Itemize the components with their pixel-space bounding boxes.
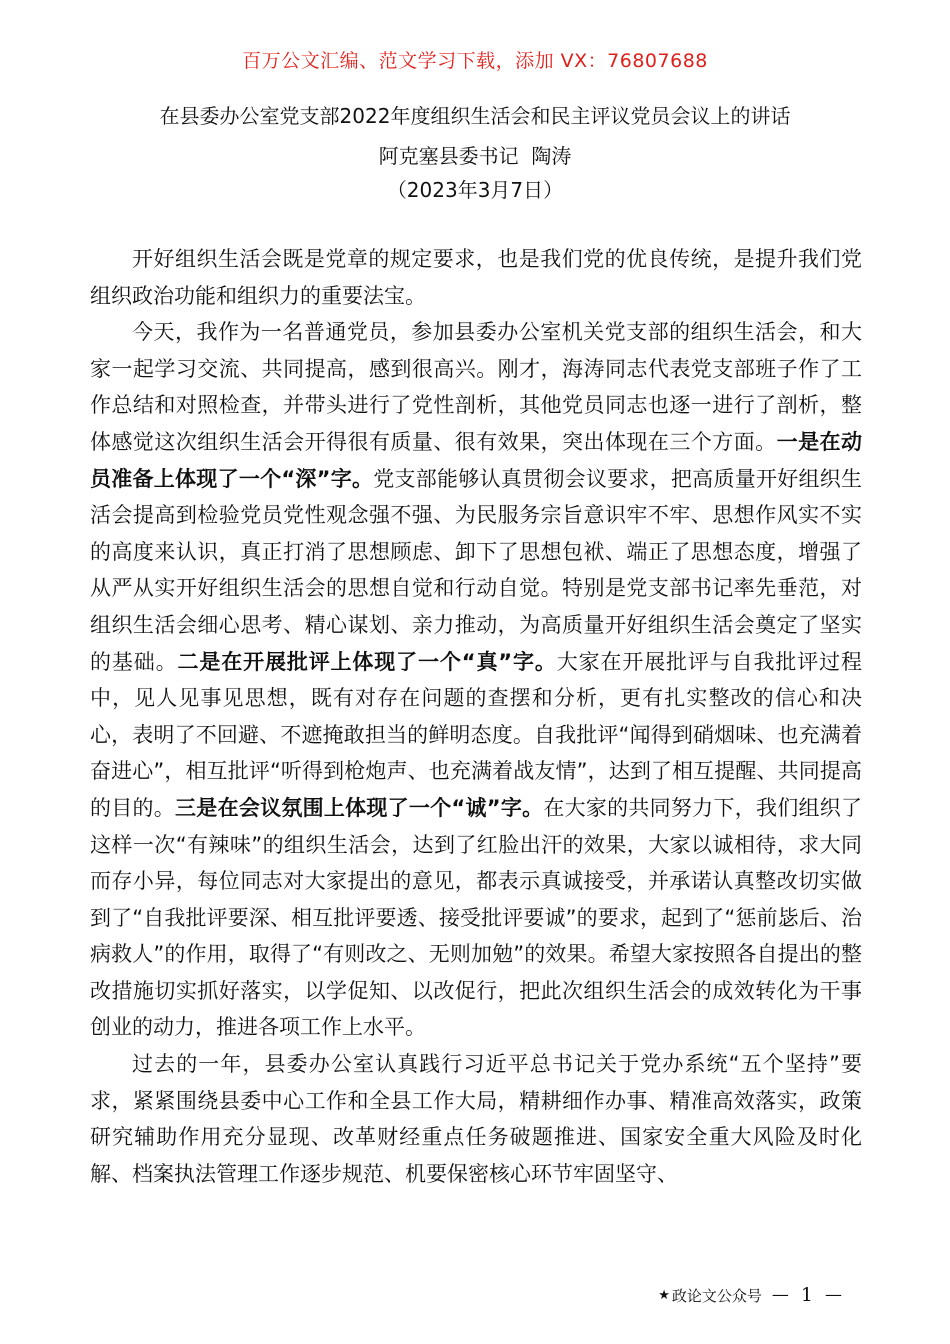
page-footer — [658, 1284, 842, 1306]
speaker-line: 阿克塞县委书记 陶涛 — [378, 144, 572, 168]
paragraph-3: 过去的一年，县委办公室认真践行习近平总书记关于党办系统“五个坚持”要求，紧紧围绕县委中心工作和全县工作大局，精耕细作办事、精准高效落实，政策研究辅助作用充分显现、改革财经重点任务破题推进、国家安全重大风险及时化解、档案执法管理工作逐步规范、机要保密核心环节牢固坚守、 — [90, 1052, 862, 1186]
point-one-heading: 一是在动员准备上体现了一个“深”字。 — [90, 429, 863, 491]
point-three-heading: 三是在会议氛围上体现了一个“诚”字。 — [175, 795, 544, 820]
page-number: 1 — [800, 1284, 813, 1306]
star-icon: ★ — [658, 1287, 670, 1303]
speech-title: 在县委办公室党支部2022年度组织生活会和民主评议党员会议上的讲话 — [159, 104, 791, 128]
paragraph-2-text-1: 今天，我作为一名普通党员，参加县委办公室机关党支部的组织生活会，和大家一起学习交流、共同提高，感到很高兴。刚才，海涛同志代表党支部班子作了工作总结和对照检查，并带头进行了党性剖析，其他党员同志也逐一进行了剖析，整体感觉这次组织生活会开得很有质量、很有效果，突出体现在三个方面。 — [90, 320, 862, 454]
promo-banner: 百万公文汇编、范文学习下载，添加 VX：76807688 — [242, 50, 708, 72]
paragraph-2 — [90, 314, 862, 1046]
paragraph-2-text-2: 党支部能够认真贯彻会议要求，把高质量开好组织生活会提高到检验党员党性观念强不强、为民服务宗旨意识牢不牢、思想作风实不实的高度来认识，真正打消了思想顾虑、卸下了思想包袱、端正了思想态度，增强了从严从实开好组织生活会的思想自觉和行动自觉。特别是党支部书记率先垂范，对组织生活会细心思考、精心谋划、亲力推动，为高质量开好组织生活会奠定了坚实的基础。 — [90, 466, 863, 674]
footer-dash-left: — — [771, 1285, 789, 1305]
footer-dash-right: — — [825, 1285, 842, 1305]
point-two-heading: 二是在开展批评上体现了一个“真”字。 — [177, 649, 557, 674]
paragraph-1: 开好组织生活会既是党章的规定要求，也是我们党的优良传统，是提升我们党组织政治功能和组织力的重要法宝。 — [90, 247, 862, 308]
paragraph-2-text-3: 大家在开展批评与自我批评过程中，见人见事见思想，既有对存在问题的查摆和分析，更有扎实整改的信心和决心，表明了不回避、不遮掩敢担当的鲜明态度。自我批评“闻得到硝烟味、也充满着奋进心”，相互批评“听得到枪炮声、也充满着战友情”，达到了相互提醒、共同提高的目的。 — [90, 649, 863, 820]
paragraph-2-text-4: 在大家的共同努力下，我们组织了这样一次“有辣味”的组织生活会，达到了红脸出汗的效果，大家以诚相待，求大同而存小异，每位同志对大家提出的意见，都表示真诚接受，并承诺认真整改切实做到了“自我批评要深、相互批评要透、接受批评要诚”的要求，起到了“惩前毖后、治病救人”的作用，取得了“有则改之、无则加勉”的效果。希望大家按照各自提出的整改措施切实抓好落实，以学促知、以改促行，把此次组织生活会的成效转化为干事创业的动力，推进各项工作上水平。 — [90, 795, 863, 1040]
footer-source: 政论文公众号 — [671, 1286, 762, 1305]
speech-date: （2023年3月7日） — [386, 178, 564, 202]
speech-body — [90, 241, 862, 1192]
